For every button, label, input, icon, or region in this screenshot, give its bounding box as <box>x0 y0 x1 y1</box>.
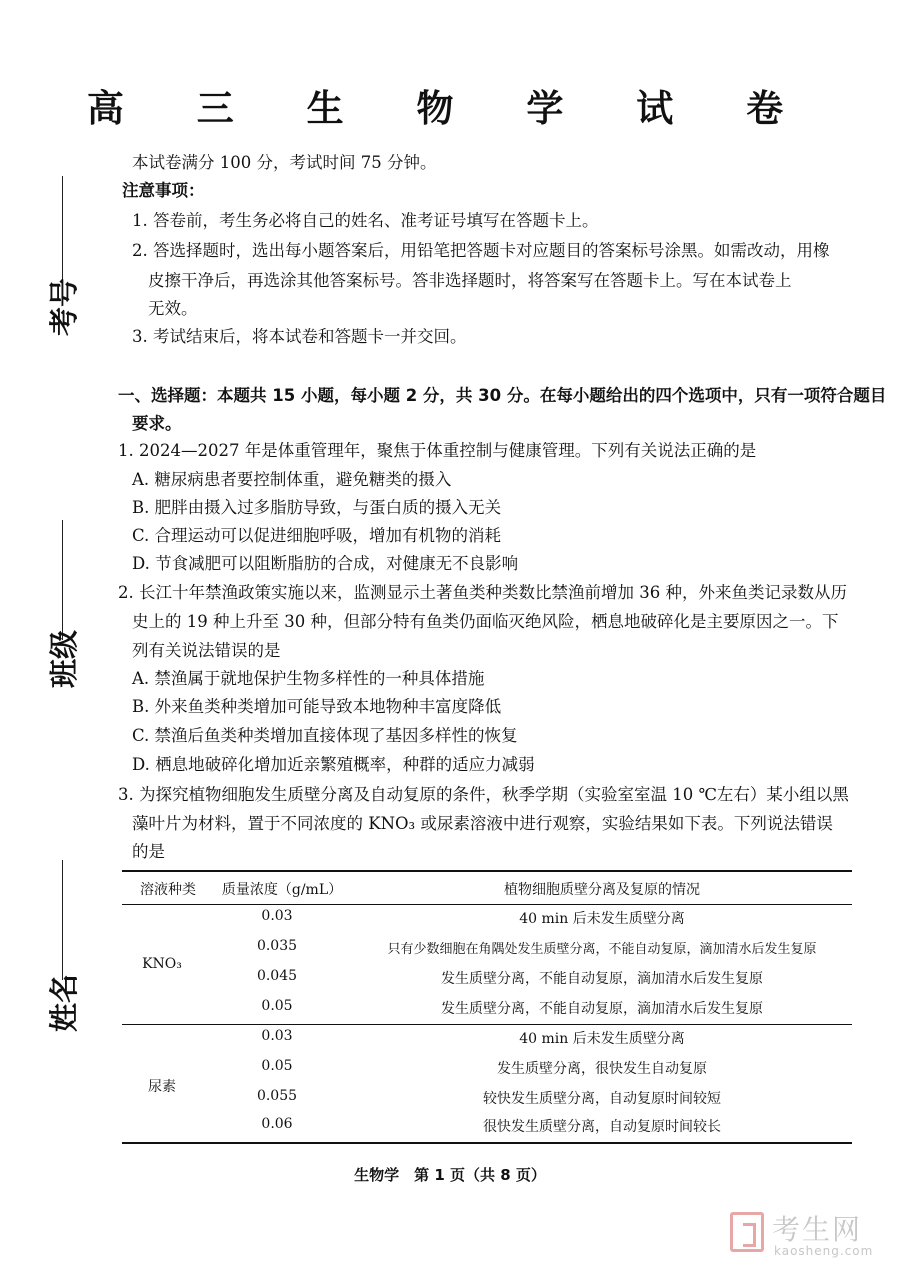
question-2-stem: 2. 长江十年禁渔政策实施以来，监测显示土著鱼类种类数比禁渔前增加 36 种，外来鱼类记录数从历 <box>118 583 847 602</box>
question-1-stem: 1. 2024—2027 年是体重管理年，聚焦于体重控制与健康管理。下列有关说法正确的是 <box>118 441 757 460</box>
watermark-text: 考生网 <box>772 1213 863 1246</box>
table-header: 植物细胞质壁分离及复原的情况 <box>504 882 700 898</box>
name-field <box>22 860 81 1040</box>
page-title: 高 三 生 物 学 试 卷 <box>86 87 814 130</box>
table-cell-conc: 0.055 <box>256 1088 298 1104</box>
question-2-option: C. 禁渔后鱼类种类增加直接体现了基因多样性的恢复 <box>132 726 518 745</box>
table-header: 溶液种类 <box>140 882 196 898</box>
question-1-option: A. 糖尿病患者要控制体重，避免糖类的摄入 <box>132 470 452 489</box>
notice-line: 皮擦干净后，再选涂其他答案标号。答非选择题时，将答案写在答题卡上。写在本试卷上 <box>148 271 792 290</box>
question-2-option: A. 禁渔属于就地保护生物多样性的一种具体措施 <box>132 669 485 688</box>
question-1-option: D. 节食减肥可以阻断脂肪的合成，对健康无不良影响 <box>132 554 519 573</box>
page-footer: 生物学 第 1 页（共 8 页） <box>354 1166 546 1184</box>
question-3-stem: 3. 为探究植物细胞发生质壁分离及自动复原的条件，秋季学期（实验室室温 10 ℃左右）某小组以黑 <box>118 785 849 804</box>
table-cell-result: 发生质壁分离，不能自动复原，滴加清水后发生复原 <box>441 1001 763 1017</box>
watermark <box>730 1208 890 1264</box>
table-cell-result: 发生质壁分离，不能自动复原，滴加清水后发生复原 <box>441 971 763 987</box>
section-heading: 一、选择题：本题共 15 小题，每小题 2 分，共 30 分。在每小题给出的四个选项中，只有一项符合题目 <box>118 386 887 405</box>
question-2-stem-cont: 史上的 19 种上升至 30 种，但部分特有鱼类仍面临灭绝风险，栖息地破碎化是主要原因之一。下 <box>132 612 839 631</box>
table-cell-conc: 0.05 <box>261 1058 293 1074</box>
watermark-logo-icon <box>730 1212 764 1252</box>
table-cell-conc: 0.06 <box>261 1116 293 1132</box>
watermark-subtext: kaosheng.com <box>774 1244 874 1258</box>
table-group-label: 尿素 <box>148 1079 176 1095</box>
table-cell-conc: 0.03 <box>261 1028 293 1044</box>
table-cell-conc: 0.03 <box>261 908 293 924</box>
table-cell-result: 发生质壁分离，很快发生自动复原 <box>497 1061 707 1077</box>
class-label: 班级 <box>47 629 81 688</box>
notice-line: 2. 答选择题时，选出每小题答案后，用铅笔把答题卡对应题目的答案标号涂黑。如需改动，用橡 <box>132 241 830 260</box>
name-label: 姓名 <box>47 973 81 1032</box>
table-cell-result: 较快发生质壁分离，自动复原时间较短 <box>483 1091 721 1107</box>
table-cell-result: 只有少数细胞在角隅处发生质壁分离，不能自动复原，滴加清水后发生复原 <box>387 942 817 957</box>
class-field <box>22 520 81 690</box>
table-cell-conc: 0.035 <box>256 938 298 954</box>
question-2-option: D. 栖息地破碎化增加近亲繁殖概率，种群的适应力减弱 <box>132 755 535 774</box>
question-3-stem-cont: 的是 <box>132 842 165 861</box>
exam-number-label: 考号 <box>47 277 81 336</box>
notice-line: 3. 考试结束后，将本试卷和答题卡一并交回。 <box>132 327 467 346</box>
question-2-stem-cont: 列有关说法错误的是 <box>132 641 281 660</box>
table-header: 质量浓度（g/mL） <box>221 882 343 898</box>
table-cell-conc: 0.05 <box>261 998 293 1014</box>
intro-text: 本试卷满分 100 分，考试时间 75 分钟。 <box>132 153 437 172</box>
table-cell-result: 很快发生质壁分离，自动复原时间较长 <box>483 1119 721 1135</box>
section-heading-cont: 要求。 <box>132 414 182 433</box>
table-cell-result: 40 min 后未发生质壁分离 <box>519 1031 685 1047</box>
notice-heading: 注意事项： <box>122 181 205 200</box>
table-cell-conc: 0.045 <box>256 968 298 984</box>
question-2-option: B. 外来鱼类种类增加可能导致本地物种丰富度降低 <box>132 697 502 716</box>
question-1-option: B. 肥胖由摄入过多脂肪导致，与蛋白质的摄入无关 <box>132 498 502 517</box>
table-cell-result: 40 min 后未发生质壁分离 <box>519 911 685 927</box>
question-3-stem-cont: 藻叶片为材料，置于不同浓度的 KNO₃ 或尿素溶液中进行观察，实验结果如下表。下列说法错误 <box>132 814 833 833</box>
notice-line: 1. 答卷前，考生务必将自己的姓名、准考证号填写在答题卡上。 <box>132 211 599 230</box>
table-group-label: KNO₃ <box>142 956 182 972</box>
exam-number-field <box>22 176 81 346</box>
question-1-option: C. 合理运动可以促进细胞呼吸，增加有机物的消耗 <box>132 526 502 545</box>
notice-line: 无效。 <box>148 299 198 318</box>
